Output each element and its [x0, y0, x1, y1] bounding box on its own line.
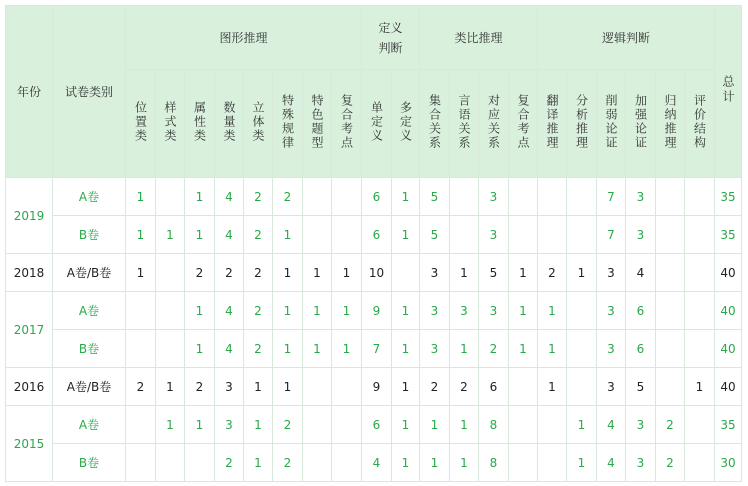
value-cell: 1	[126, 216, 156, 254]
value-cell	[567, 178, 597, 216]
value-cell: 6	[626, 330, 656, 368]
value-cell: 3	[597, 292, 626, 330]
value-cell: 3	[215, 368, 244, 406]
value-cell: 1	[538, 292, 567, 330]
value-cell	[332, 444, 362, 482]
value-cell	[185, 444, 215, 482]
value-cell: 1	[244, 444, 273, 482]
value-cell: 4	[597, 406, 626, 444]
value-cell	[126, 292, 156, 330]
subheader-cell: 复合考点	[509, 70, 538, 178]
value-cell	[303, 368, 332, 406]
value-cell: 4	[597, 444, 626, 482]
value-cell	[656, 292, 685, 330]
year-cell: 2015	[6, 406, 53, 482]
value-cell: 1	[685, 368, 715, 406]
value-cell: 1	[332, 292, 362, 330]
value-cell	[509, 406, 538, 444]
subheader-cell: 样式类	[156, 70, 185, 178]
value-cell	[332, 368, 362, 406]
value-cell	[303, 444, 332, 482]
paper-type-cell: A卷	[53, 406, 126, 444]
subheader-cell: 位置类	[126, 70, 156, 178]
value-cell: 1	[185, 216, 215, 254]
value-cell: 1	[392, 444, 420, 482]
total-cell: 35	[715, 178, 742, 216]
subheader-cell: 复合考点	[332, 70, 362, 178]
value-cell	[567, 368, 597, 406]
value-cell	[538, 178, 567, 216]
value-cell: 7	[597, 178, 626, 216]
value-cell	[567, 330, 597, 368]
value-cell	[509, 216, 538, 254]
value-cell: 1	[392, 216, 420, 254]
value-cell: 1	[185, 330, 215, 368]
value-cell: 3	[420, 254, 450, 292]
value-cell: 2	[126, 368, 156, 406]
total-cell: 40	[715, 330, 742, 368]
value-cell: 1	[509, 254, 538, 292]
value-cell	[450, 178, 479, 216]
subheader-cell: 属性类	[185, 70, 215, 178]
header-total: 总计	[715, 6, 742, 178]
value-cell: 6	[626, 292, 656, 330]
paper-type-cell: A卷	[53, 178, 126, 216]
value-cell	[656, 216, 685, 254]
value-cell: 2	[244, 330, 273, 368]
year-cell: 2017	[6, 292, 53, 368]
value-cell: 2	[244, 254, 273, 292]
value-cell: 3	[626, 178, 656, 216]
value-cell: 1	[509, 292, 538, 330]
header-group-definition: 定义判断	[362, 6, 420, 70]
value-cell	[685, 444, 715, 482]
value-cell: 1	[303, 254, 332, 292]
value-cell: 1	[273, 254, 303, 292]
exam-stats-table-container	[5, 5, 742, 482]
paper-type-cell: A卷/B卷	[53, 254, 126, 292]
value-cell: 2	[244, 292, 273, 330]
value-cell: 1	[185, 178, 215, 216]
value-cell	[156, 292, 185, 330]
year-cell: 2016	[6, 368, 53, 406]
value-cell: 2	[244, 216, 273, 254]
value-cell: 6	[362, 178, 392, 216]
value-cell	[156, 330, 185, 368]
value-cell: 1	[273, 216, 303, 254]
value-cell: 5	[626, 368, 656, 406]
paper-type-cell: B卷	[53, 330, 126, 368]
value-cell	[126, 406, 156, 444]
subheader-cell: 单定义	[362, 70, 392, 178]
header-group-analogy: 类比推理	[420, 6, 538, 70]
value-cell: 10	[362, 254, 392, 292]
value-cell: 1	[420, 444, 450, 482]
value-cell: 8	[479, 406, 509, 444]
table-row	[6, 292, 742, 330]
value-cell: 1	[185, 292, 215, 330]
value-cell	[156, 444, 185, 482]
header-group-graphic-reasoning: 图形推理	[126, 6, 362, 70]
value-cell: 1	[156, 216, 185, 254]
value-cell: 3	[597, 254, 626, 292]
value-cell: 3	[420, 330, 450, 368]
table-row	[6, 178, 742, 216]
value-cell	[303, 406, 332, 444]
header-paper-type: 试卷类别	[53, 6, 126, 178]
paper-type-cell: B卷	[53, 216, 126, 254]
value-cell: 1	[126, 178, 156, 216]
value-cell: 3	[626, 444, 656, 482]
value-cell: 1	[450, 254, 479, 292]
total-cell: 40	[715, 368, 742, 406]
subheader-cell: 多定义	[392, 70, 420, 178]
value-cell: 3	[479, 216, 509, 254]
value-cell	[656, 368, 685, 406]
value-cell: 1	[392, 368, 420, 406]
value-cell: 3	[597, 330, 626, 368]
value-cell: 2	[273, 178, 303, 216]
value-cell	[685, 406, 715, 444]
value-cell	[450, 216, 479, 254]
value-cell: 3	[597, 368, 626, 406]
subheader-cell: 分析推理	[567, 70, 597, 178]
subheader-cell: 归纳推理	[656, 70, 685, 178]
value-cell: 1	[126, 254, 156, 292]
value-cell: 2	[185, 254, 215, 292]
value-cell: 2	[244, 178, 273, 216]
subheader-cell: 翻译推理	[538, 70, 567, 178]
total-cell: 30	[715, 444, 742, 482]
value-cell: 5	[420, 216, 450, 254]
value-cell: 2	[273, 444, 303, 482]
value-cell: 2	[215, 254, 244, 292]
value-cell	[126, 444, 156, 482]
value-cell: 1	[273, 292, 303, 330]
value-cell	[685, 178, 715, 216]
total-cell: 35	[715, 406, 742, 444]
value-cell: 8	[479, 444, 509, 482]
value-cell: 1	[244, 406, 273, 444]
value-cell	[685, 254, 715, 292]
value-cell: 1	[156, 406, 185, 444]
value-cell: 2	[215, 444, 244, 482]
value-cell	[156, 254, 185, 292]
value-cell: 1	[273, 368, 303, 406]
subheader-cell: 加强论证	[626, 70, 656, 178]
value-cell	[332, 216, 362, 254]
value-cell: 1	[392, 406, 420, 444]
value-cell: 1	[538, 368, 567, 406]
value-cell	[656, 178, 685, 216]
subheader-cell: 集合关系	[420, 70, 450, 178]
value-cell: 6	[479, 368, 509, 406]
value-cell	[567, 216, 597, 254]
value-cell	[538, 406, 567, 444]
table-row	[6, 254, 742, 292]
value-cell: 1	[392, 178, 420, 216]
value-cell	[332, 178, 362, 216]
table-row	[6, 216, 742, 254]
value-cell: 2	[656, 406, 685, 444]
value-cell: 1	[567, 254, 597, 292]
value-cell	[538, 216, 567, 254]
value-cell	[685, 330, 715, 368]
value-cell: 1	[450, 330, 479, 368]
value-cell: 2	[450, 368, 479, 406]
paper-type-cell: A卷	[53, 292, 126, 330]
header-year: 年份	[6, 6, 53, 178]
value-cell	[509, 368, 538, 406]
total-cell: 35	[715, 216, 742, 254]
value-cell	[656, 254, 685, 292]
value-cell	[656, 330, 685, 368]
paper-type-cell: B卷	[53, 444, 126, 482]
value-cell: 1	[303, 330, 332, 368]
subheader-cell: 数量类	[215, 70, 244, 178]
subheader-cell: 言语关系	[450, 70, 479, 178]
value-cell: 4	[215, 292, 244, 330]
value-cell: 2	[273, 406, 303, 444]
value-cell: 2	[538, 254, 567, 292]
value-cell: 4	[362, 444, 392, 482]
value-cell: 3	[626, 216, 656, 254]
value-cell: 4	[215, 330, 244, 368]
value-cell: 3	[479, 292, 509, 330]
value-cell: 1	[244, 368, 273, 406]
value-cell: 1	[420, 406, 450, 444]
table-row	[6, 444, 742, 482]
value-cell: 3	[450, 292, 479, 330]
value-cell: 3	[420, 292, 450, 330]
table-row	[6, 406, 742, 444]
value-cell: 4	[215, 216, 244, 254]
value-cell: 5	[479, 254, 509, 292]
value-cell: 3	[626, 406, 656, 444]
value-cell: 1	[450, 406, 479, 444]
exam-stats-table	[5, 5, 742, 482]
value-cell: 1	[392, 330, 420, 368]
value-cell: 7	[597, 216, 626, 254]
value-cell: 9	[362, 368, 392, 406]
total-cell: 40	[715, 292, 742, 330]
value-cell: 2	[479, 330, 509, 368]
year-cell: 2019	[6, 178, 53, 254]
subheader-cell: 对应关系	[479, 70, 509, 178]
header-group-logic: 逻辑判断	[538, 6, 715, 70]
value-cell: 1	[538, 330, 567, 368]
subheader-cell: 特色题型	[303, 70, 332, 178]
subheader-cell: 特殊规律	[273, 70, 303, 178]
value-cell: 9	[362, 292, 392, 330]
year-cell: 2018	[6, 254, 53, 292]
value-cell: 1	[273, 330, 303, 368]
value-cell: 1	[450, 444, 479, 482]
table-row	[6, 330, 742, 368]
value-cell	[156, 178, 185, 216]
value-cell	[126, 330, 156, 368]
value-cell: 1	[332, 254, 362, 292]
value-cell	[303, 178, 332, 216]
value-cell: 1	[567, 406, 597, 444]
value-cell: 6	[362, 406, 392, 444]
paper-type-cell: A卷/B卷	[53, 368, 126, 406]
value-cell: 2	[185, 368, 215, 406]
value-cell: 1	[303, 292, 332, 330]
value-cell: 4	[626, 254, 656, 292]
subheader-cell: 评价结构	[685, 70, 715, 178]
value-cell	[303, 216, 332, 254]
value-cell	[685, 292, 715, 330]
total-cell: 40	[715, 254, 742, 292]
value-cell: 7	[362, 330, 392, 368]
value-cell: 4	[215, 178, 244, 216]
value-cell: 1	[509, 330, 538, 368]
value-cell: 1	[392, 292, 420, 330]
value-cell: 3	[215, 406, 244, 444]
value-cell: 1	[156, 368, 185, 406]
value-cell: 2	[420, 368, 450, 406]
value-cell: 5	[420, 178, 450, 216]
value-cell	[567, 292, 597, 330]
value-cell	[685, 216, 715, 254]
value-cell	[538, 444, 567, 482]
value-cell: 2	[656, 444, 685, 482]
value-cell	[509, 444, 538, 482]
value-cell: 1	[332, 330, 362, 368]
value-cell: 6	[362, 216, 392, 254]
value-cell: 3	[479, 178, 509, 216]
value-cell	[509, 178, 538, 216]
subheader-cell: 立体类	[244, 70, 273, 178]
subheader-cell: 削弱论证	[597, 70, 626, 178]
value-cell: 1	[185, 406, 215, 444]
value-cell	[392, 254, 420, 292]
table-row	[6, 368, 742, 406]
value-cell: 1	[567, 444, 597, 482]
value-cell	[332, 406, 362, 444]
